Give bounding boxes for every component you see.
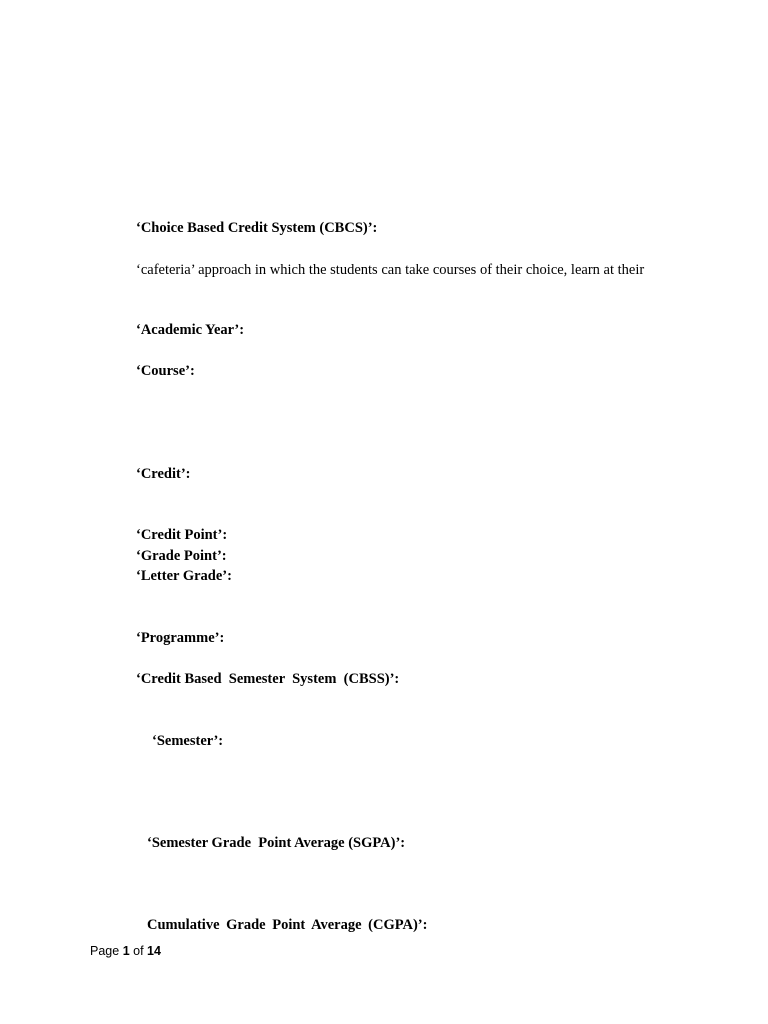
heading-sgpa: ‘Semester Grade Point Average (SGPA)’: — [147, 835, 406, 851]
cbcs-description: ‘cafeteria’ approach in which the students can take courses of their choice, learn at their — [136, 262, 645, 278]
heading-grade-point: ‘Grade Point’: — [136, 548, 227, 564]
heading-cbss: ‘Credit Based Semester System (CBSS)’: — [136, 671, 400, 687]
heading-credit-point: ‘Credit Point’: — [136, 527, 228, 543]
heading-letter-grade: ‘Letter Grade’: — [136, 568, 232, 584]
heading-cbcs: ‘Choice Based Credit System (CBCS)’: — [136, 220, 378, 236]
current-page-number: 1 — [122, 944, 130, 958]
total-pages-number: 14 — [147, 944, 161, 958]
heading-cgpa: Cumulative Grade Point Average (CGPA)’: — [147, 917, 428, 933]
of-word: of — [133, 944, 144, 958]
heading-programme: ‘Programme’: — [136, 630, 225, 646]
heading-credit: ‘Credit’: — [136, 466, 191, 482]
heading-academic-year: ‘Academic Year’: — [136, 322, 245, 338]
heading-semester: ‘Semester’: — [152, 733, 224, 749]
page-number-footer — [90, 942, 161, 960]
heading-course: ‘Course’: — [136, 363, 195, 379]
page-word: Page — [90, 944, 120, 958]
